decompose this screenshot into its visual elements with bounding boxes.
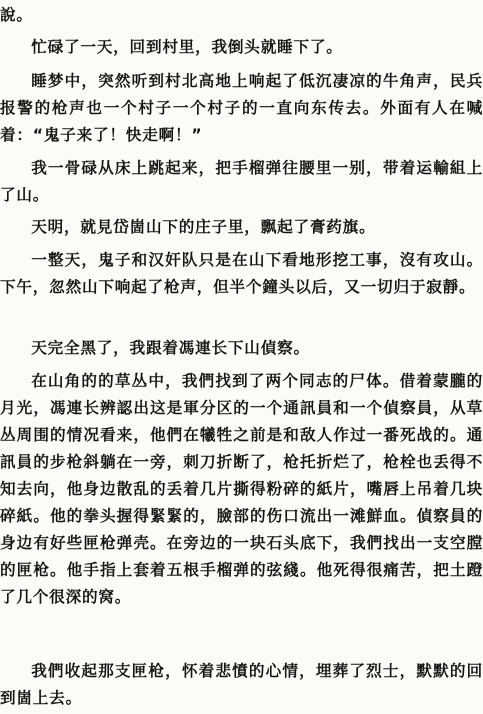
paragraph-5: 天明，就見岱崮山下的庄子里，飘起了膏药旗。 xyxy=(31,218,376,236)
paragraph-7: 天完全黑了，我跟着馮連长下山偵察。 xyxy=(31,339,310,357)
paragraph-4: 我一骨碌从床上跳起来，把手榴弹往腰里一别，带着运輸組上了山。 xyxy=(0,159,483,204)
paragraph-6: 一整天，鬼子和汉奸队只是在山下看地形挖工事，沒有攻山。下午，忽然山下响起了枪声，但半个鐘头以后，又一切归于寂靜。 xyxy=(0,251,483,296)
paragraph-3: 睡梦中，突然听到村北高地上响起了低沉凄凉的牛角声，民兵报警的枪声也一个村子一个村子的一直向东传去。外面有人在喊着：“鬼子来了！快走啊！” xyxy=(0,72,483,144)
paragraph-8: 在山角的的草丛中，我們找到了两个同志的尸体。借着蒙朧的月光，馮連长辨認出这是軍分区的一个通訊員和一个偵察員，从草丛周围的情况看来，他們在犧牲之前是和敌人作过一番死战的。通訊員的步枪斜躺在一旁，刺刀折断了，枪托折烂了，枪栓也丢得不知去向，他身边散乱的丢着几片撕得粉碎的紙片，嘴唇上吊着几块碎紙。他的拳头握得緊緊的，臉部的伤口流出一滩鮮血。偵察員的身边有好些匣枪弹壳。在旁边的一块石头底下，我們找出一支空膛的匣枪。他手指上套着五根手榴弹的弦綫。他死得很痛苦，把土蹬了几个很深的窝。 xyxy=(0,372,483,606)
paragraph-2: 忙碌了一天，回到村里，我倒头就睡下了。 xyxy=(31,38,343,56)
paragraph-9: 我們收起那支匣枪，怀着悲憤的心情，埋葬了烈士，默默的回到崮上去。 xyxy=(0,662,483,707)
paragraph-1: 說。 xyxy=(0,6,33,24)
